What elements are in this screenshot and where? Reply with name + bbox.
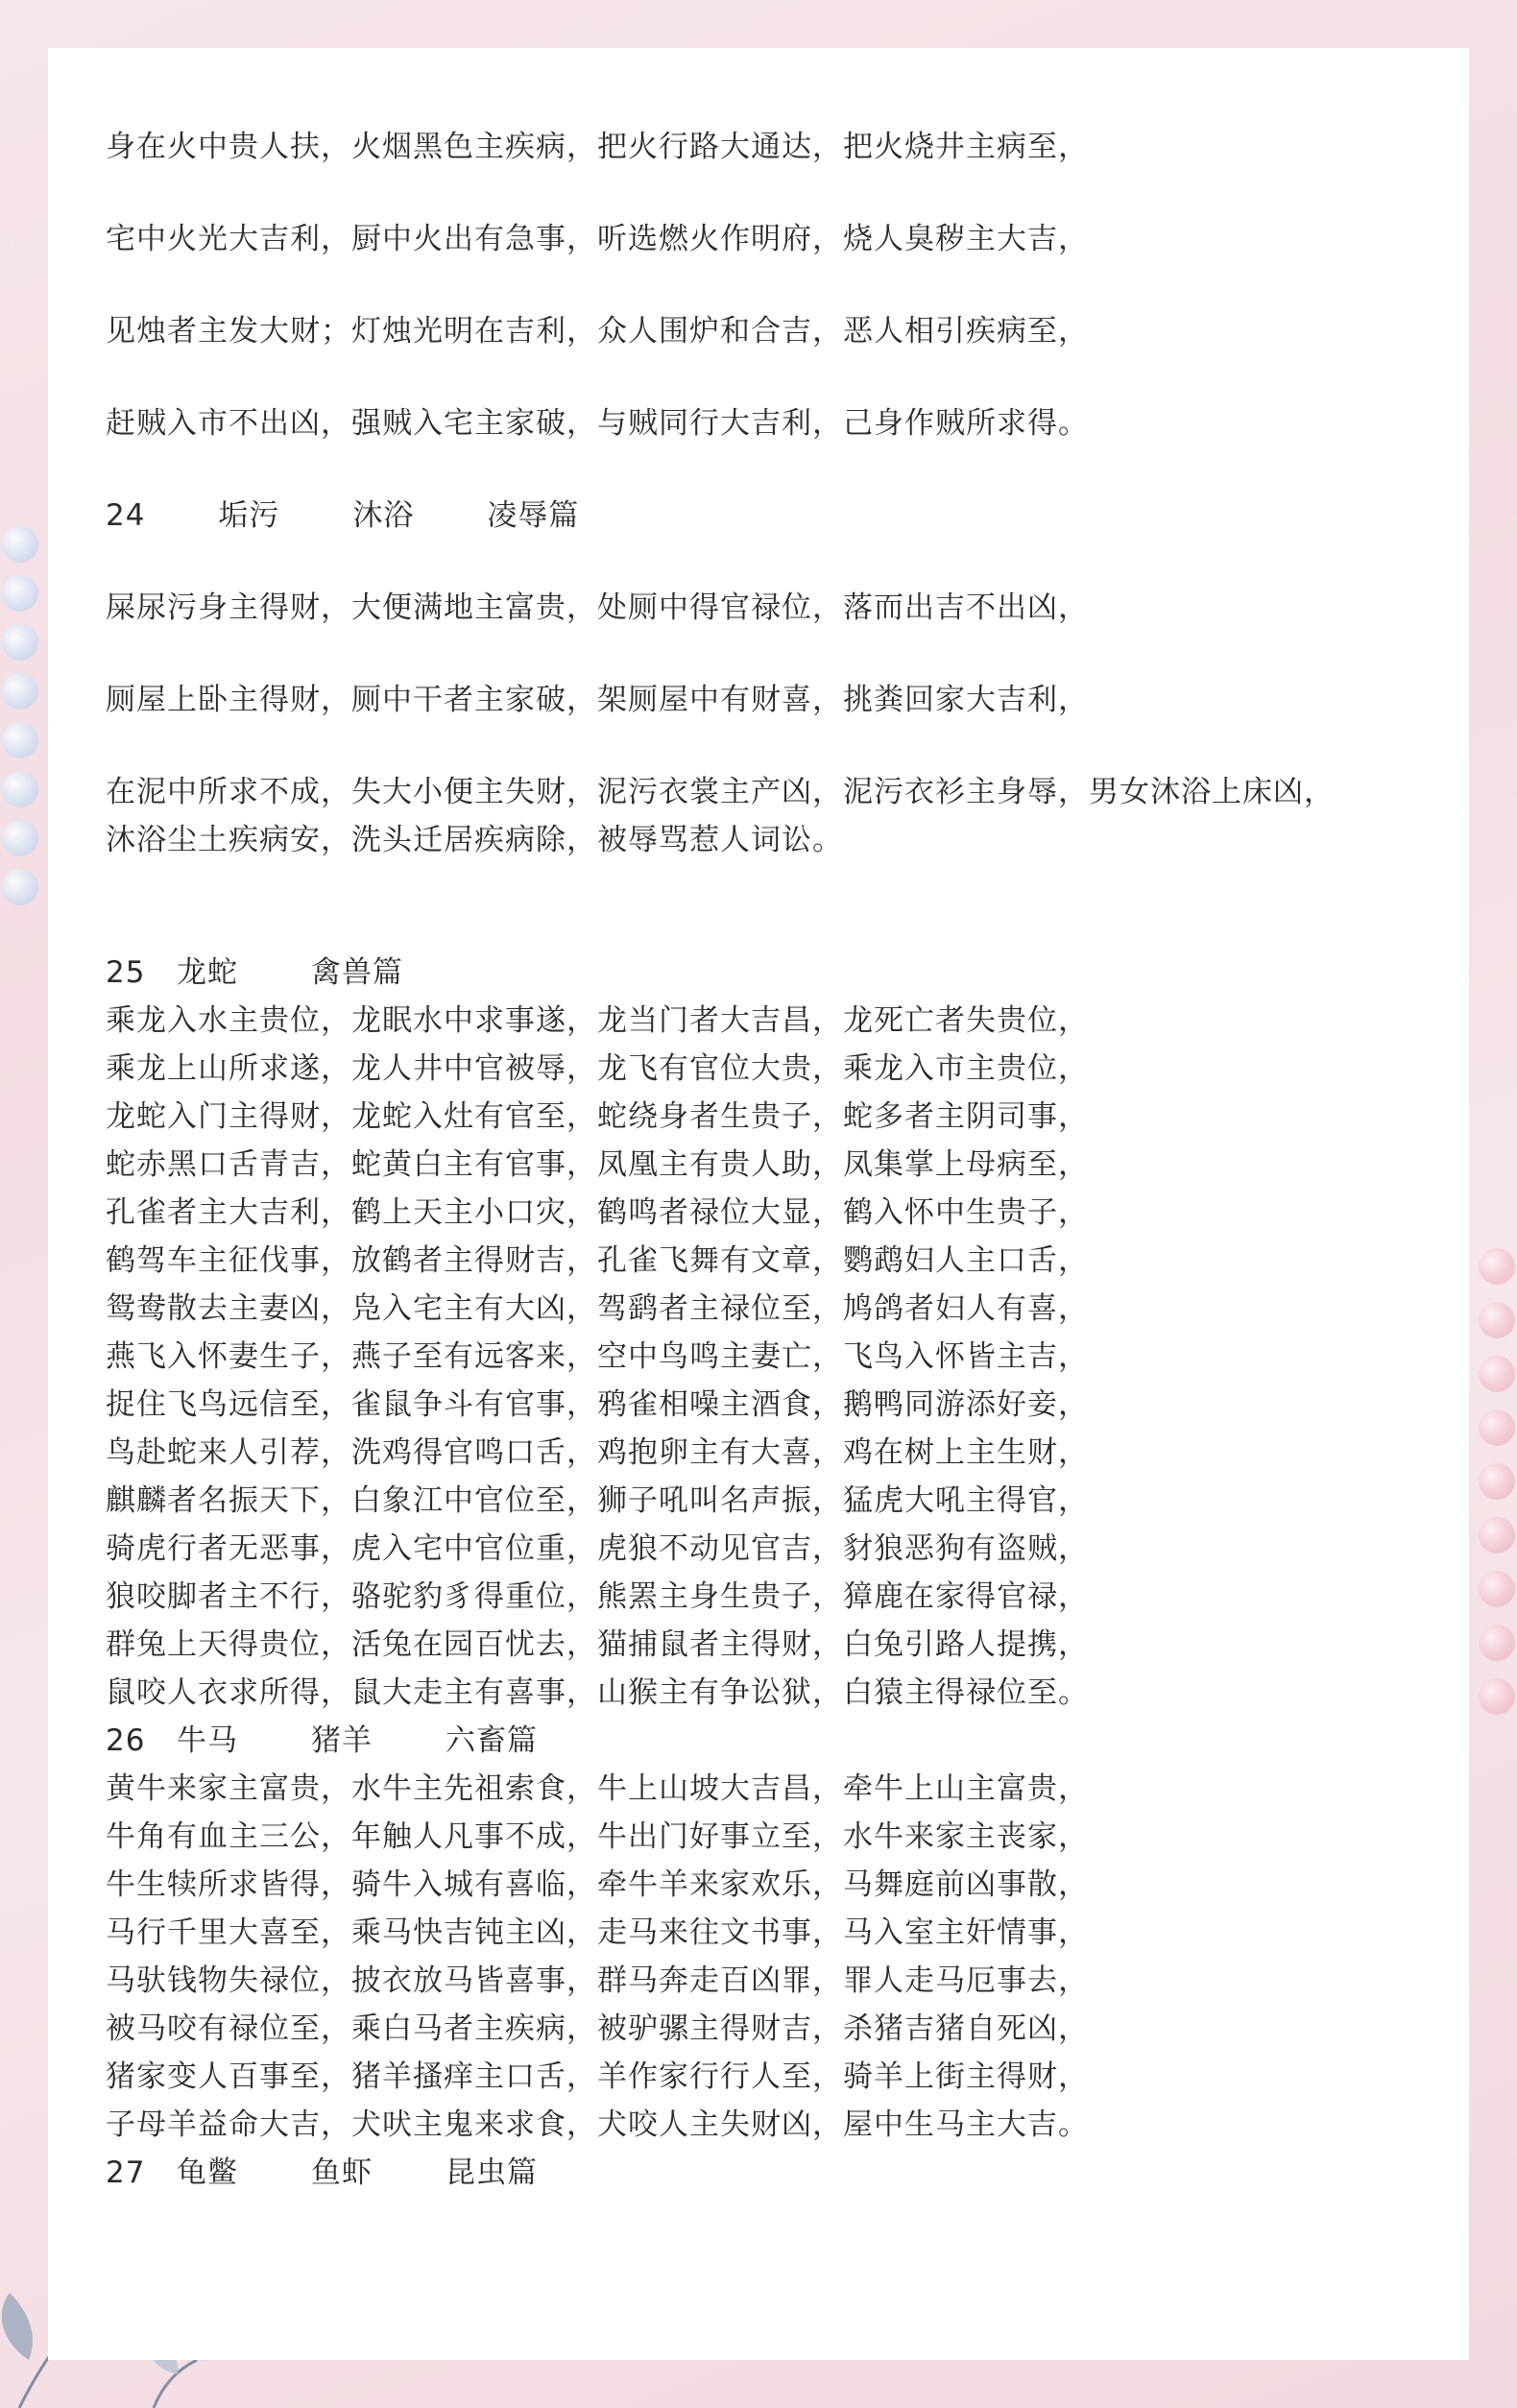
text-line: 麒麟者名振天下，白象江中官位至，狮子吼叫名声振，猛虎大吼主得官， xyxy=(106,1483,1089,1518)
section-heading-25: 25 龙蛇 禽兽篇 xyxy=(106,955,403,990)
text-line: 被马咬有禄位至，乘白马者主疾病，被驴骡主得财吉，杀猪吉猪自死凶， xyxy=(106,2011,1089,2046)
text-line: 牛生犊所求皆得，骑牛入城有喜临，牵牛羊来家欢乐，马舞庭前凶事散， xyxy=(106,1867,1089,1902)
text-line: 孔雀者主大吉利，鹤上天主小口灾，鹤鸣者禄位大显，鹤入怀中生贵子， xyxy=(106,1195,1089,1230)
text-line: 厕屋上卧主得财，厕中干者主家破，架厕屋中有财喜，挑粪回家大吉利， xyxy=(106,683,1089,717)
text-line: 屎尿污身主得财，大便满地主富贵，处厕中得官禄位，落而出吉不出凶， xyxy=(106,590,1089,625)
text-line: 蛇赤黑口舌青吉，蛇黄白主有官事，凤凰主有贵人助，凤集掌上母病至， xyxy=(106,1147,1089,1182)
text-line: 黄牛来家主富贵，水牛主先祖索食，牛上山坡大吉昌，牵牛上山主富贵， xyxy=(106,1771,1089,1806)
text-line: 马驮钱物失禄位，披衣放马皆喜事，群马奔走百凶罪，罪人走马厄事去， xyxy=(106,1963,1089,1998)
text-line: 赶贼入市不出凶，强贼入宅主家破，与贼同行大吉利，己身作贼所求得。 xyxy=(106,406,1089,441)
text-line: 见烛者主发大财；灯烛光明在吉利，众人围炉和合吉，恶人相引疾病至， xyxy=(106,314,1089,349)
document-content xyxy=(106,123,1469,2197)
text-line: 龙蛇入门主得财，龙蛇入灶有官至，蛇绕身者生贵子，蛇多者主阴司事， xyxy=(106,1099,1089,1134)
text-line: 鼠咬人衣求所得，鼠大走主有喜事，山猴主有争讼狱，白猿主得禄位至。 xyxy=(106,1675,1089,1710)
text-line: 燕飞入怀妻生子，燕子至有远客来，空中鸟鸣主妻亡，飞鸟入怀皆主吉， xyxy=(106,1339,1089,1374)
text-line: 马行千里大喜至，乘马快吉钝主凶，走马来往文书事，马入室主奸情事， xyxy=(106,1915,1089,1950)
text-line: 宅中火光大吉利，厨中火出有急事，听选燃火作明府，烧人臭秽主大吉， xyxy=(106,222,1089,256)
text-line: 牛角有血主三公，年触人凡事不成，牛出门好事立至，水牛来家主丧家， xyxy=(106,1819,1089,1854)
section-heading-26: 26 牛马 猪羊 六畜篇 xyxy=(106,1723,538,1758)
text-line: 骑虎行者无恶事，虎入宅中官位重，虎狼不动见官吉，豺狼恶狗有盗贼， xyxy=(106,1531,1089,1566)
text-line: 鸟赴蛇来人引荐，洗鸡得官鸣口舌，鸡抱卵主有大喜，鸡在树上主生财， xyxy=(106,1435,1089,1470)
right-pearl-decoration xyxy=(1479,1248,1517,1732)
section-heading-27: 27 龟鳖 鱼虾 昆虫篇 xyxy=(106,2155,538,2190)
text-line: 鹤驾车主征伐事，放鹤者主得财吉，孔雀飞舞有文章，鹦鹉妇人主口舌， xyxy=(106,1243,1089,1278)
text-line: 猪家变人百事至，猪羊搔痒主口舌，羊作家行行人至，骑羊上街主得财， xyxy=(106,2059,1089,2094)
text-line: 乘龙上山所求遂，龙人井中官被辱，龙飞有官位大贵，乘龙入市主贵位， xyxy=(106,1051,1089,1086)
text-line: 狼咬脚者主不行，骆驼豹豸得重位，熊罴主身生贵子，獐鹿在家得官禄， xyxy=(106,1579,1089,1614)
text-line: 子母羊益命大吉，犬吠主鬼来求食，犬咬人主失财凶，屋中生马主大吉。 xyxy=(106,2107,1089,2142)
text-line: 乘龙入水主贵位，龙眠水中求事遂，龙当门者大吉昌，龙死亡者失贵位， xyxy=(106,1003,1089,1038)
text-line: 鸳鸯散去主妻凶，凫入宅主有大凶，驾鹞者主禄位至，鸠鸽者妇人有喜， xyxy=(106,1291,1089,1326)
text-line: 身在火中贵人扶，火烟黑色主疾病，把火行路大通达，把火烧井主病至， xyxy=(106,130,1089,164)
left-pearl-decoration xyxy=(0,526,38,918)
text-line: 群兔上天得贵位，活兔在园百忧去，猫捕鼠者主得财，白兔引路人提携， xyxy=(106,1627,1089,1662)
section-heading-24: 24 垢污 沐浴 凌辱篇 xyxy=(106,498,580,533)
document-page xyxy=(48,48,1469,2360)
text-line: 在泥中所求不成，失大小便主失财，泥污衣裳主产凶，泥污衣衫主身辱，男女沐浴上床凶， xyxy=(106,775,1335,809)
text-line: 捉住飞鸟远信至，雀鼠争斗有官事，鸦雀相噪主酒食，鹅鸭同游添好妾， xyxy=(106,1387,1089,1422)
text-line: 沐浴尘土疾病安，洗头迁居疾病除，被辱骂惹人词讼。 xyxy=(106,823,843,857)
